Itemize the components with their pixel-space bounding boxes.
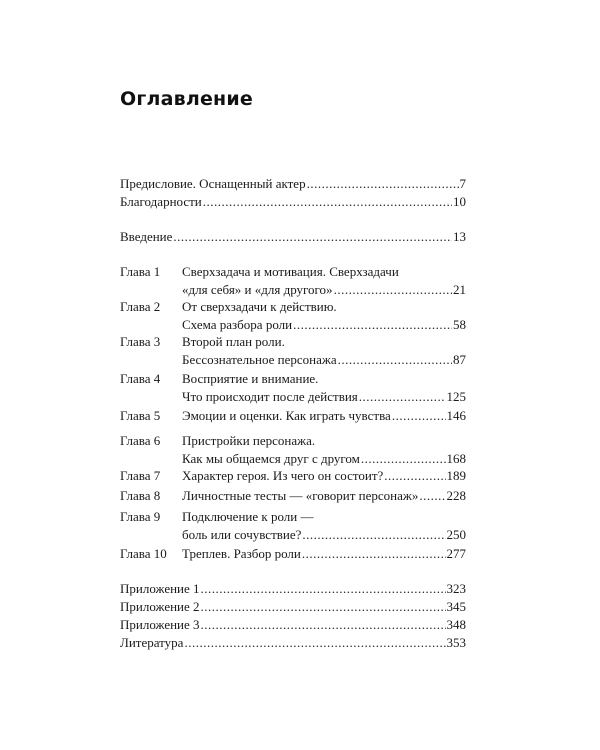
dot-leader	[302, 526, 445, 544]
toc-page-number: 168	[446, 451, 466, 466]
toc-entry-title: Введение	[120, 229, 173, 244]
toc-entry-title: Подключение к роли —	[182, 509, 314, 524]
toc-entry-title: Пристройки персонажа.	[182, 433, 316, 448]
dot-leader	[201, 598, 446, 616]
dot-leader	[307, 175, 459, 193]
toc-entry-chapter-5	[182, 407, 466, 425]
toc-page-number: 10	[453, 194, 466, 209]
dot-leader	[359, 388, 446, 406]
toc-entry-title: Характер героя. Из чего он состоит?	[182, 468, 384, 483]
toc-entry-chapter-6	[182, 450, 466, 468]
toc-entry-title: Треплев. Разбор роли	[182, 546, 301, 561]
toc-entry-title: «для себя» и «для другого»	[182, 282, 333, 297]
toc-page-number: 146	[446, 408, 466, 423]
chapter-label: Глава 6	[120, 433, 161, 448]
dot-leader	[302, 545, 446, 563]
toc-page-number: 353	[446, 635, 466, 650]
dot-leader	[361, 450, 446, 468]
toc-entry-title: Второй план роли.	[182, 334, 285, 349]
chapter-label: Глава 2	[120, 299, 161, 314]
toc-entry-literature	[120, 634, 466, 652]
toc-entry-appendix-3	[120, 616, 466, 634]
toc-entry-title: Что происходит после действия	[182, 389, 358, 404]
dot-leader	[384, 467, 445, 485]
toc-page-number: 7	[459, 176, 466, 191]
toc-entry-title: Приложение 2	[120, 599, 200, 614]
dot-leader	[184, 634, 445, 652]
toc-page-number: 87	[453, 352, 466, 367]
toc-page-number: 348	[446, 617, 466, 632]
toc-page-number: 21	[453, 282, 466, 297]
toc-entry-title: Сверхзадача и мотивация. Сверхзадачи	[182, 264, 399, 279]
chapter-label: Глава 1	[120, 264, 161, 279]
toc-entry-title: Благодарности	[120, 194, 202, 209]
chapter-label: Глава 4	[120, 371, 161, 386]
toc-entry-chapter-8	[182, 487, 466, 505]
toc-entry-title: Схема разбора роли	[182, 317, 293, 332]
toc-entry-chapter-1	[182, 281, 466, 299]
toc-entry-title: Личностные тесты — «говорит персонаж»	[182, 488, 419, 503]
toc-entry-title: Литература	[120, 635, 184, 650]
toc-page-number: 189	[446, 468, 466, 483]
dot-leader	[173, 228, 452, 246]
page-title: Оглавление	[120, 88, 253, 110]
dot-leader	[419, 487, 445, 505]
toc-entry-chapter-7	[182, 467, 466, 485]
dot-leader	[293, 316, 452, 334]
toc-entry-appendix-2	[120, 598, 466, 616]
toc-page-number: 13	[453, 229, 466, 244]
toc-entry-title: От сверхзадачи к действию.	[182, 299, 337, 314]
toc-entry-title: Приложение 1	[120, 581, 200, 596]
dot-leader	[334, 281, 452, 299]
toc-entry-acknowledgements	[120, 193, 466, 211]
toc-entry-title: Бессознательное персонажа	[182, 352, 337, 367]
toc-entry-chapter-4	[182, 388, 466, 406]
dot-leader	[203, 193, 452, 211]
dot-leader	[201, 580, 446, 598]
toc-page-number: 125	[446, 389, 466, 404]
toc-entry-introduction	[120, 228, 466, 246]
toc-page-number: 323	[446, 581, 466, 596]
toc-entry-chapter-3	[182, 351, 466, 369]
toc-entry-title: Восприятие и внимание.	[182, 371, 319, 386]
toc-entry-chapter-9	[182, 526, 466, 544]
toc-entry-title: Как мы общаемся друг с другом	[182, 451, 360, 466]
toc-page-number: 250	[446, 527, 466, 542]
toc-page-number: 277	[446, 546, 466, 561]
toc-entry-title: Предисловие. Оснащенный актер	[120, 176, 306, 191]
toc-entry-preface	[120, 175, 466, 193]
chapter-label: Глава 9	[120, 509, 161, 524]
chapter-label: Глава 5	[120, 408, 161, 423]
chapter-label: Глава 10	[120, 546, 167, 561]
toc-page-number: 228	[446, 488, 466, 503]
toc-entry-title: Эмоции и оценки. Как играть чувства	[182, 408, 391, 423]
toc-entry-appendix-1	[120, 580, 466, 598]
dot-leader	[201, 616, 446, 634]
dot-leader	[392, 407, 446, 425]
toc-entry-chapter-2	[182, 316, 466, 334]
toc-entry-title: Приложение 3	[120, 617, 200, 632]
chapter-label: Глава 8	[120, 488, 161, 503]
toc-entry-title: боль или сочувствие?	[182, 527, 302, 542]
chapter-label: Глава 3	[120, 334, 161, 349]
toc-page-number: 345	[446, 599, 466, 614]
toc-page-number: 58	[453, 317, 466, 332]
dot-leader	[338, 351, 452, 369]
toc-entry-chapter-10	[182, 545, 466, 563]
chapter-label: Глава 7	[120, 468, 161, 483]
